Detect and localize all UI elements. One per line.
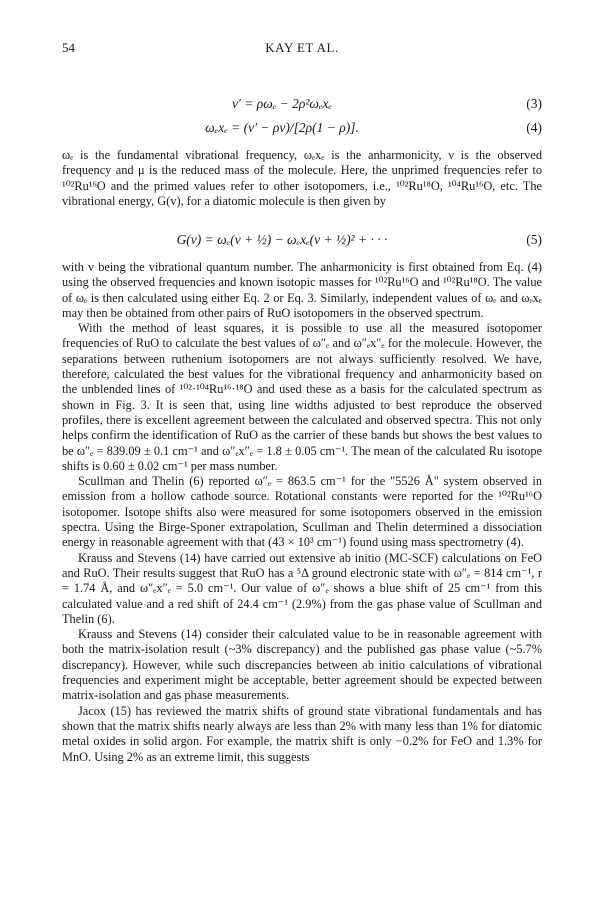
equation-4-number: (4) <box>526 120 542 135</box>
equation-5-body: G(v) = ωₑ(v + ½) − ωₑxₑ(v + ½)² + · · · <box>176 232 388 247</box>
running-head: KAY ET AL. <box>265 40 339 55</box>
paragraph-7: Jacox (15) has reviewed the matrix shifts of ground state vibrational fundamentals and has shown that the matrix shifts nearly always are less than 2% with many less than 1% for diatomic metal oxides in solid argon. For example, the matrix shift is only −0.2% for FeO and 1.3% for MnO. Using 2% as an extreme limit, this suggests <box>62 703 542 764</box>
equation-4-body: ωₑxₑ = (ν′ − ρν)/[2ρ(1 − ρ)]. <box>205 120 359 135</box>
paragraph-4: Scullman and Thelin (6) reported ω″ₑ = 863.5 cm⁻¹ for the "5526 Å" system observed in emission from a hollow cathode source. Rotational constants were reported for the ¹⁰²Ru¹⁶O isotopomer. Isotope shifts also were measured for some isotopomers observed in the emission spectra. Using the Birge-Sponer extrapolation, Scullman and Thelin determined a dissociation energy in reasonable agreement with that (43 × 10³ cm⁻¹) found using mass spectrometry (4). <box>62 474 542 550</box>
equation-3-number: (3) <box>526 96 542 111</box>
body-text <box>62 260 542 765</box>
equation-3-body: ν′ = ρωₑ − 2ρ²ωₑxₑ <box>231 96 333 111</box>
paragraph-3: With the method of least squares, it is possible to use all the measured isotopomer frequencies of RuO to calculate the best values of ω″ₑ and ω″ₑx″ₑ for the molecule. However, the separations between ruthenium isotopomers are not always sufficiently resolved. We have, therefore, calculated the best values for the vibrational frequency and anharmonicity based on the unblended lines of ¹⁰²·¹⁰⁴Ru¹⁶·¹⁸O and used these as a basis for the calculated spectrum as shown in Fig. 3. It is seen that, using line widths adjusted to best reproduce the observed profiles, there is excellent agreement between the calculated and observed spectra. This not only helps confirm the identification of RuO as the carrier of these bands but shows the best values to be ω″ₑ = 839.09 ± 0.1 cm⁻¹ and ω″ₑx″ₑ = 1.8 ± 0.05 cm⁻¹. The mean of the calculated Ru isotope shifts is 0.60 ± 0.02 cm⁻¹ per mass number. <box>62 321 542 473</box>
equation-4 <box>62 120 542 138</box>
paragraph-1: ωₑ is the fundamental vibrational frequency, ωₑxₑ is the anharmonicity, ν is the observed frequency and μ is the reduced mass of the molecule. Here, the unprimed frequencies refer to ¹⁰²Ru¹⁶O and the primed values refer to other isotopomers, i.e., ¹⁰²Ru¹⁸O, ¹⁰⁴Ru¹⁶O, etc. The vibrational energy, G(v), for a diatomic molecule is then given by <box>62 148 542 208</box>
paragraph-2: with v being the vibrational quantum number. The anharmonicity is first obtained from Eq. (4) using the observed frequencies and known isotopic masses for ¹⁰²Ru¹⁶O and ¹⁰²Ru¹⁸O. The value of ωₑ is then calculated using either Eq. 2 or Eq. 3. Similarly, independent values of ωₑ and ωₑxₑ may then be obtained from other pairs of RuO isotopomers in the observed spectrum. <box>62 260 542 320</box>
paragraph-5: Krauss and Stevens (14) have carried out extensive ab initio (MC-SCF) calculations on FeO and RuO. Their results suggest that RuO has a ⁵Δ ground electronic state with ω″ₑ = 814 cm⁻¹, r = 1.74 Å, and ω″ₑx″ₑ = 5.0 cm⁻¹. Our value of ω″ₑ shows a blue shift of 25 cm⁻¹ from this calculated value and a red shift of 24.4 cm⁻¹ (2.9%) from the gas phase value of Scullman and Thelin (6). <box>62 550 542 626</box>
paragraph-definitions <box>62 148 542 209</box>
paragraph-6: Krauss and Stevens (14) consider their calculated value to be in reasonable agreement with both the matrix-isolation result (~3% discrepancy) and the published gas phase value (~5.7% discrepancy). However, while such discrepancies between ab initio calculations of vibrational frequencies and experiment might be acceptable, better agreement should be expected between matrix-isolation and gas phase measurements. <box>62 627 542 703</box>
page-header <box>62 40 542 58</box>
equation-3 <box>62 96 542 114</box>
page-number: 54 <box>62 40 75 55</box>
equation-5 <box>62 232 542 250</box>
equation-5-number: (5) <box>526 232 542 247</box>
